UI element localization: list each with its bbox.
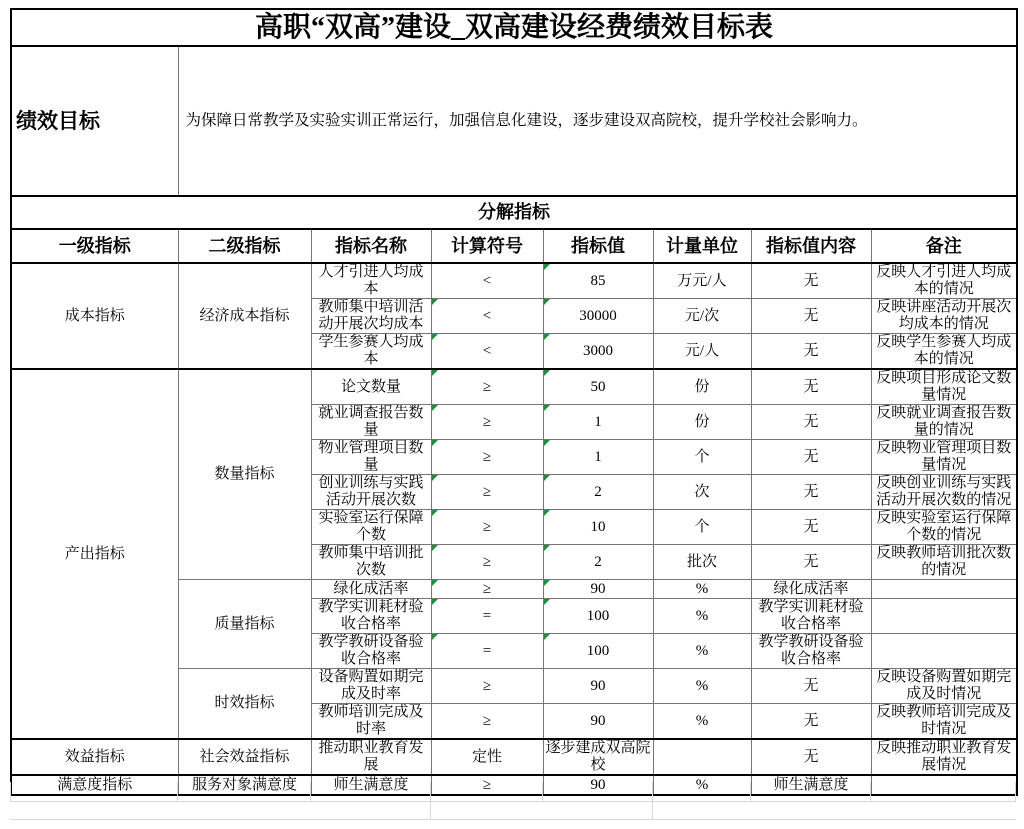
cell-text: ≥ (482, 448, 492, 465)
cell-unit[interactable]: 个 (653, 510, 751, 545)
column-header-symbol[interactable]: 计算符号 (431, 229, 543, 263)
cell-flag-icon (432, 580, 438, 586)
cell-flag-icon (432, 370, 438, 376)
cell-symbol[interactable] (431, 599, 543, 634)
cell-symbol[interactable] (431, 634, 543, 669)
cell-flag-icon (544, 370, 550, 376)
cell-flag-icon (432, 510, 438, 516)
cell-value[interactable]: 90 (543, 669, 653, 704)
cell-remark[interactable]: 反映讲座活动开展次均成本的情况 (871, 299, 1017, 334)
cell-unit[interactable] (653, 739, 751, 775)
cell-flag-icon (544, 264, 550, 270)
cell-value[interactable] (543, 599, 653, 634)
cell-content[interactable]: 师生满意度 (751, 775, 871, 795)
cell-value[interactable] (543, 263, 653, 299)
cell-remark[interactable]: 反映人才引进人均成本的情况 (871, 263, 1017, 299)
cell-text: 2 (594, 483, 602, 500)
column-header-content[interactable]: 指标值内容 (751, 229, 871, 263)
page-title[interactable]: 高职“双高”建设_双高建设经费绩效目标表 (11, 9, 1017, 46)
cell-symbol[interactable]: ≥ (431, 775, 543, 795)
cell-text: 10 (590, 518, 606, 535)
cell-remark[interactable]: 反映创业训练与实践活动开展次数的情况 (871, 475, 1017, 510)
cell-name[interactable]: 教学实训耗材验收合格率 (311, 599, 431, 634)
cell-symbol[interactable]: < (431, 263, 543, 299)
cell-unit[interactable]: % (653, 704, 751, 740)
cell-content[interactable]: 无 (751, 369, 871, 405)
cell-content[interactable]: 无 (751, 405, 871, 440)
sheet-gridlines (10, 782, 1016, 822)
cell-content[interactable]: 无 (751, 299, 871, 334)
cell-value[interactable] (543, 634, 653, 669)
cell-flag-icon (544, 299, 550, 305)
cell-remark[interactable] (871, 634, 1017, 669)
cell-content[interactable]: 无 (751, 669, 871, 704)
cell-value[interactable] (543, 475, 653, 510)
cell-value[interactable] (543, 299, 653, 334)
cell-unit[interactable]: 元/人 (653, 334, 751, 370)
cell-text: 1 (594, 448, 602, 465)
table-row (11, 46, 1017, 196)
cell-text: 2 (594, 553, 602, 570)
cell-unit[interactable]: 批次 (653, 545, 751, 580)
cell-level2[interactable]: 经济成本指标 (178, 263, 311, 369)
cell-text: 85 (590, 272, 606, 289)
cell-level2[interactable]: 时效指标 (178, 669, 311, 740)
cell-name[interactable]: 人才引进人均成本 (311, 263, 431, 299)
cell-goal-text[interactable]: 为保障日常教学及实验实训正常运行，加强信息化建设，逐步建设双高院校，提升学校社会影响力。 (178, 46, 1017, 196)
cell-symbol[interactable]: ≥ (431, 704, 543, 740)
cell-flag-icon (544, 440, 550, 446)
cell-name[interactable]: 绿化成活率 (311, 580, 431, 599)
cell-flag-icon (544, 405, 550, 411)
cell-symbol[interactable] (431, 545, 543, 580)
cell-remark[interactable]: 反映教师培训批次数的情况 (871, 545, 1017, 580)
cell-flag-icon (544, 545, 550, 551)
cell-unit[interactable]: 份 (653, 405, 751, 440)
cell-name[interactable]: 设备购置如期完成及时率 (311, 669, 431, 704)
cell-text: < (482, 342, 492, 359)
cell-goal-label[interactable]: 绩效目标 (11, 46, 178, 196)
cell-content[interactable]: 无 (751, 334, 871, 370)
cell-flag-icon (432, 545, 438, 551)
cell-flag-icon (544, 510, 550, 516)
cell-text: 3000 (583, 342, 613, 359)
cell-symbol[interactable] (431, 580, 543, 599)
cell-name[interactable]: 论文数量 (311, 369, 431, 405)
cell-flag-icon (544, 634, 550, 640)
cell-flag-icon (544, 334, 550, 340)
cell-remark[interactable]: 反映推动职业教育发展情况 (871, 739, 1017, 775)
cell-text: 100 (586, 642, 610, 659)
cell-symbol[interactable]: ≥ (431, 669, 543, 704)
cell-remark[interactable]: 反映物业管理项目数量情况 (871, 440, 1017, 475)
cell-remark[interactable]: 反映设备购置如期完成及时情况 (871, 669, 1017, 704)
cell-unit[interactable]: % (653, 580, 751, 599)
cell-remark[interactable]: 反映项目形成论文数量情况 (871, 369, 1017, 405)
cell-level2[interactable]: 质量指标 (178, 580, 311, 669)
cell-level2[interactable]: 数量指标 (178, 369, 311, 580)
cell-level2[interactable]: 社会效益指标 (178, 739, 311, 775)
cell-level2[interactable]: 服务对象满意度 (178, 775, 311, 795)
table-row (11, 9, 1017, 46)
cell-unit[interactable]: % (653, 599, 751, 634)
cell-unit[interactable]: 个 (653, 440, 751, 475)
table-row (11, 369, 1017, 405)
cell-content[interactable]: 无 (751, 510, 871, 545)
cell-unit[interactable]: 份 (653, 369, 751, 405)
cell-text: 100 (586, 607, 610, 624)
cell-flag-icon (544, 599, 550, 605)
cell-flag-icon (432, 634, 438, 640)
cell-value[interactable] (543, 580, 653, 599)
cell-level1[interactable]: 满意度指标 (11, 775, 178, 795)
section-header[interactable]: 分解指标 (11, 196, 1017, 229)
cell-value[interactable] (543, 440, 653, 475)
cell-text: = (482, 642, 492, 659)
column-header-unit[interactable]: 计量单位 (653, 229, 751, 263)
cell-remark[interactable]: 反映学生参赛人均成本的情况 (871, 334, 1017, 370)
cell-unit[interactable]: 万元/人 (653, 263, 751, 299)
cell-name[interactable]: 教师培训完成及时率 (311, 704, 431, 740)
cell-name[interactable]: 教学教研设备验收合格率 (311, 634, 431, 669)
cell-text: = (482, 607, 492, 624)
cell-text: 1 (594, 413, 602, 430)
cell-text: ≥ (482, 518, 492, 535)
cell-value[interactable] (543, 545, 653, 580)
cell-name[interactable]: 创业训练与实践活动开展次数 (311, 475, 431, 510)
cell-content[interactable]: 教学实训耗材验收合格率 (751, 599, 871, 634)
cell-flag-icon (544, 475, 550, 481)
cell-level1[interactable]: 成本指标 (11, 263, 178, 369)
cell-remark[interactable]: 反映实验室运行保障个数的情况 (871, 510, 1017, 545)
cell-content[interactable]: 无 (751, 704, 871, 740)
cell-text: ≥ (482, 413, 492, 430)
cell-name[interactable]: 物业管理项目数量 (311, 440, 431, 475)
column-header-name[interactable]: 指标名称 (311, 229, 431, 263)
cell-name[interactable]: 学生参赛人均成本 (311, 334, 431, 370)
cell-content[interactable]: 无 (751, 263, 871, 299)
cell-flag-icon (432, 334, 438, 340)
cell-text: 50 (590, 378, 606, 395)
cell-symbol[interactable] (431, 475, 543, 510)
cell-flag-icon (432, 299, 438, 305)
cell-name[interactable]: 就业调查报告数量 (311, 405, 431, 440)
table-row (11, 739, 1017, 775)
cell-level1[interactable]: 产出指标 (11, 369, 178, 739)
table-row (11, 196, 1017, 229)
cell-symbol[interactable] (431, 334, 543, 370)
cell-name[interactable]: 教师集中培训批次数 (311, 545, 431, 580)
cell-remark[interactable]: 反映教师培训完成及时情况 (871, 704, 1017, 740)
cell-content[interactable]: 教学教研设备验收合格率 (751, 634, 871, 669)
cell-unit[interactable]: 次 (653, 475, 751, 510)
cell-symbol[interactable]: 定性 (431, 739, 543, 775)
cell-value[interactable] (543, 334, 653, 370)
cell-value[interactable]: 90 (543, 704, 653, 740)
cell-value[interactable]: 90 (543, 775, 653, 795)
cell-unit[interactable]: 元/次 (653, 299, 751, 334)
column-header-remark[interactable]: 备注 (871, 229, 1017, 263)
cell-content[interactable]: 无 (751, 739, 871, 775)
cell-remark[interactable] (871, 580, 1017, 599)
cell-value[interactable] (543, 369, 653, 405)
cell-unit[interactable]: % (653, 669, 751, 704)
cell-symbol[interactable] (431, 440, 543, 475)
cell-text: ≥ (482, 483, 492, 500)
table-row (11, 263, 1017, 299)
cell-symbol[interactable] (431, 369, 543, 405)
table-header-row (11, 229, 1017, 263)
cell-remark[interactable]: 反映就业调查报告数量的情况 (871, 405, 1017, 440)
cell-flag-icon (432, 405, 438, 411)
cell-text: ≥ (482, 553, 492, 570)
cell-flag-icon (544, 580, 550, 586)
column-header-level2[interactable]: 二级指标 (178, 229, 311, 263)
performance-target-table (10, 8, 1018, 796)
cell-text: ≥ (482, 378, 492, 395)
column-header-value[interactable]: 指标值 (543, 229, 653, 263)
cell-text: 30000 (579, 307, 617, 324)
cell-flag-icon (432, 440, 438, 446)
cell-remark[interactable] (871, 599, 1017, 634)
cell-content[interactable]: 绿化成活率 (751, 580, 871, 599)
cell-content[interactable]: 无 (751, 475, 871, 510)
cell-flag-icon (432, 475, 438, 481)
cell-value[interactable] (543, 510, 653, 545)
column-header-level1[interactable]: 一级指标 (11, 229, 178, 263)
cell-name[interactable]: 师生满意度 (311, 775, 431, 795)
cell-name[interactable]: 推动职业教育发展 (311, 739, 431, 775)
cell-unit[interactable]: % (653, 634, 751, 669)
cell-text: < (482, 307, 492, 324)
cell-flag-icon (432, 599, 438, 605)
cell-name[interactable]: 实验室运行保障个数 (311, 510, 431, 545)
cell-text: 90 (590, 580, 606, 597)
cell-unit[interactable]: % (653, 775, 751, 795)
cell-symbol[interactable] (431, 299, 543, 334)
cell-level1[interactable]: 效益指标 (11, 739, 178, 775)
cell-text: ≥ (482, 580, 492, 597)
cell-name[interactable]: 教师集中培训活动开展次均成本 (311, 299, 431, 334)
cell-content[interactable]: 无 (751, 440, 871, 475)
cell-value[interactable] (543, 405, 653, 440)
cell-value[interactable]: 逐步建成双高院校 (543, 739, 653, 775)
cell-symbol[interactable] (431, 510, 543, 545)
cell-content[interactable]: 无 (751, 545, 871, 580)
cell-symbol[interactable] (431, 405, 543, 440)
